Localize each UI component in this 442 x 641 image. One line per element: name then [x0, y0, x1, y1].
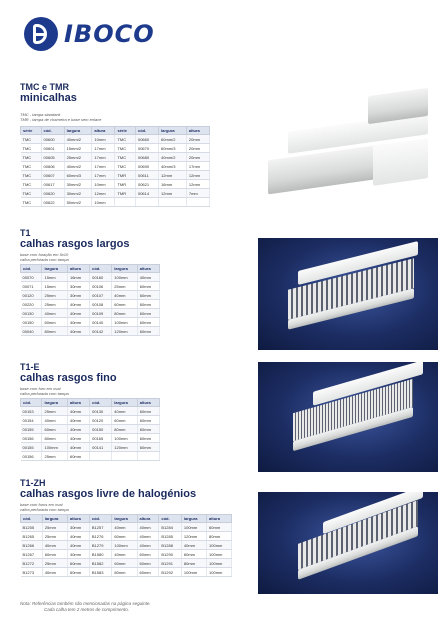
note-line: TMR - tampa de charneira e base sem enlace [20, 117, 102, 122]
table-cell: 25mm [42, 532, 67, 541]
column-header: largura [42, 265, 68, 273]
table-cell: 40mm [137, 273, 159, 282]
table-cell: 00109 [90, 309, 112, 318]
brand-name: IBOCO [64, 20, 155, 48]
table-cell: 00156 [21, 434, 42, 443]
table-cell: B1255 [21, 523, 43, 532]
table-cell: 80mm [207, 532, 232, 541]
table-cell: 40mm [112, 550, 137, 559]
table-header-row [21, 399, 160, 407]
table-cell: B1292 [159, 568, 181, 577]
table-cell: 17mm [92, 162, 115, 171]
table-cell: 00155 [21, 443, 42, 452]
product-photo-t1zh [258, 492, 438, 594]
column-header: cód. [90, 265, 112, 273]
table-cell: 60mm [137, 300, 159, 309]
table-cell: 12mm [159, 171, 187, 180]
product-photo-t1 [258, 238, 438, 350]
column-header: cód. [41, 127, 64, 135]
table-row [21, 550, 232, 559]
table-cell: 40mm [67, 309, 89, 318]
table-cell: TMC [21, 171, 42, 180]
table-cell: 00611 [135, 171, 158, 180]
table-cell: 00150 [21, 318, 42, 327]
iboco-logo-icon [24, 17, 58, 51]
table-cell: 25mm [42, 300, 68, 309]
table-cell: 00601 [41, 144, 64, 153]
table-cell: 00156 [21, 452, 42, 461]
table-cell: 100mm [207, 550, 232, 559]
table-cell [186, 198, 209, 207]
table-cell: 60mm [137, 434, 159, 443]
table-cell: 00108 [90, 300, 112, 309]
table-cell: 40mm [67, 416, 89, 425]
table-cell: 120mm [112, 443, 138, 452]
column-header: largura [42, 515, 67, 523]
table-cell: 00070 [21, 273, 42, 282]
table-cell: B1288 [159, 541, 181, 550]
table-cell: 120mm [181, 532, 206, 541]
table-cell: 40mm [137, 523, 159, 532]
table-cell: 60mm [112, 559, 137, 568]
section-name: calhas rasgos livre de halogénios [20, 488, 197, 500]
table-cell: 15mm [42, 282, 68, 291]
table-cell: 00130 [21, 309, 42, 318]
spec-table-t1e [20, 398, 160, 461]
column-header: largura [42, 399, 68, 407]
table-cell: TMC [21, 198, 42, 207]
table-cell: 60mm/2 [159, 135, 187, 144]
column-header: cód. [89, 515, 111, 523]
table-cell: 30mm [67, 291, 89, 300]
table-cell: B1276 [89, 532, 111, 541]
table-cell: 40mm/2 [64, 135, 92, 144]
column-header: altura [67, 399, 89, 407]
table-cell: TMC [115, 135, 136, 144]
table-cell: 100mm [112, 318, 138, 327]
note-line: TMC - tampa standard [20, 112, 61, 117]
table-header-row [21, 515, 232, 523]
table-cell: 00680 [135, 153, 158, 162]
table-cell: 00621 [135, 180, 158, 189]
table-cell: 60mm/3 [159, 144, 187, 153]
column-header: série [21, 127, 42, 135]
table-cell: 80mm [112, 309, 138, 318]
table-cell [90, 452, 112, 461]
table-cell: 100mm [112, 273, 138, 282]
table-cell: 60mm [137, 327, 159, 336]
column-header: cód. [21, 399, 42, 407]
column-header: altura [137, 399, 159, 407]
column-header: cód. [21, 515, 43, 523]
table-cell: 60mm [137, 425, 159, 434]
table-cell: TMC [21, 189, 42, 198]
table-cell: 40mm [112, 523, 137, 532]
table-cell: 40mm [67, 532, 89, 541]
table-cell: 25mm [42, 523, 67, 532]
table-cell: B1257 [89, 523, 111, 532]
table-cell: 60mm [137, 559, 159, 568]
table-row [21, 144, 210, 153]
table-cell: 40mm [67, 541, 89, 550]
table-cell: TMR [115, 171, 136, 180]
section-code: T1-ZH [20, 478, 46, 488]
table-cell: B1272 [21, 559, 43, 568]
table-row [21, 153, 210, 162]
table-cell: 00607 [41, 171, 64, 180]
section-tmc-notes [20, 112, 101, 122]
table-cell: 20mm [186, 135, 209, 144]
table-cell: 60mm [181, 550, 206, 559]
table-cell: 00155 [21, 425, 42, 434]
table-row [21, 541, 232, 550]
table-cell: 00071 [21, 282, 42, 291]
table-cell: 20mm [186, 153, 209, 162]
table-cell: 40mm [67, 318, 89, 327]
table-row [21, 198, 210, 207]
table-row [21, 416, 160, 425]
column-header: cód. [135, 127, 158, 135]
table-cell: TMC [21, 144, 42, 153]
table-cell: B1266 [21, 541, 43, 550]
table-cell: 00605 [41, 153, 64, 162]
table-cell: TMC [115, 144, 136, 153]
table-cell: TMC [115, 153, 136, 162]
table-cell: 10mm [92, 198, 115, 207]
table-cell: 60mm [112, 416, 138, 425]
table-cell: 100mm [112, 541, 137, 550]
table-cell: TMC [21, 162, 42, 171]
table-cell: 60mm [137, 309, 159, 318]
table-cell: 25mm [42, 291, 68, 300]
table-cell: B1285 [159, 532, 181, 541]
table-cell: 30mm/2 [64, 189, 92, 198]
column-header: largura [181, 515, 206, 523]
table-cell [115, 198, 136, 207]
table-row [21, 189, 210, 198]
table-cell: 16mm [159, 180, 187, 189]
table-cell: B1267 [21, 550, 43, 559]
table-cell: 00140 [90, 318, 112, 327]
table-row [21, 523, 232, 532]
column-header: altura [137, 515, 159, 523]
section-code: T1-E [20, 362, 40, 372]
table-cell: 12mm [186, 180, 209, 189]
table-cell: 40mm [42, 541, 67, 550]
column-header: altura [92, 127, 115, 135]
table-cell: 20mm [186, 144, 209, 153]
table-cell [159, 198, 187, 207]
table-cell: 12mm [92, 189, 115, 198]
table-cell: B1290 [159, 550, 181, 559]
table-cell: TMC [21, 180, 42, 189]
table-row [21, 532, 232, 541]
footer-line-1: Nota: Referências também são mencionadas na página seguinte. [20, 601, 151, 606]
table-cell: 100mm [181, 523, 206, 532]
table-row [21, 171, 210, 180]
table-cell: 60mm [137, 318, 159, 327]
table-row [21, 452, 160, 461]
section-name: calhas rasgos largos [20, 238, 130, 250]
table-cell: 25mm [42, 407, 68, 416]
table-cell: 40mm/3 [159, 162, 187, 171]
table-cell: 16mm [67, 273, 89, 282]
table-header-row [21, 265, 160, 273]
table-cell: B1291 [159, 559, 181, 568]
table-cell: 60mm [137, 416, 159, 425]
note-line: base com furo em oval [20, 386, 61, 391]
table-row [21, 443, 160, 452]
table-cell: 00622 [41, 198, 64, 207]
table-cell: 60mm [42, 318, 68, 327]
column-header: largura [159, 127, 187, 135]
table-cell: 00154 [21, 416, 42, 425]
table-row [21, 318, 160, 327]
table-cell: 25mm [42, 452, 68, 461]
column-header: cód. [21, 265, 42, 273]
table-cell: 40mm [181, 541, 206, 550]
table-cell: 80mm [181, 559, 206, 568]
spec-table-tmc [20, 126, 210, 207]
table-cell: 120mm [112, 327, 138, 336]
table-cell: 00160 [90, 273, 112, 282]
table-cell: 00142 [90, 327, 112, 336]
column-header: altura [67, 265, 89, 273]
table-cell: TMR [115, 189, 136, 198]
column-header: altura [186, 127, 209, 135]
note-line: calha perfurada com tampa [20, 257, 69, 262]
table-cell: 40mm [67, 434, 89, 443]
table-cell: TMC [21, 153, 42, 162]
section-t1e-title [20, 362, 117, 384]
table-cell: TMC [21, 135, 42, 144]
column-header: série [115, 127, 136, 135]
table-header-row [21, 127, 210, 135]
table-cell: 17mm [92, 144, 115, 153]
note-line: calha perfurada com tampa [20, 391, 69, 396]
column-header: altura [207, 515, 232, 523]
table-cell: 17mm [186, 162, 209, 171]
table-cell: 40mm [137, 541, 159, 550]
table-cell: 60mm [137, 407, 159, 416]
table-cell: 60mm [112, 300, 138, 309]
table-cell: 00690 [135, 162, 158, 171]
table-cell: 60mm [137, 291, 159, 300]
note-line: base com furação em 5x10 [20, 252, 69, 257]
table-cell: 00153 [21, 407, 42, 416]
table-row [21, 309, 160, 318]
column-header: altura [137, 265, 159, 273]
table-cell: 40mm [67, 425, 89, 434]
table-cell: 40mm/2 [159, 153, 187, 162]
table-cell: B1583 [89, 568, 111, 577]
table-cell: 40mm [67, 443, 89, 452]
section-code: TMC e TMR [20, 82, 69, 92]
column-header: largura [112, 399, 138, 407]
table-cell: 60mm [112, 532, 137, 541]
table-cell: 60mm [207, 523, 232, 532]
table-cell: 40mm [42, 309, 68, 318]
table-cell: 100mm [181, 568, 206, 577]
table-cell: B1582 [89, 559, 111, 568]
table-cell: 40mm [112, 291, 138, 300]
section-t1-title [20, 228, 129, 250]
table-row [21, 273, 160, 282]
spec-table-t1 [20, 264, 160, 336]
table-cell: 80mm [112, 425, 138, 434]
table-cell: 17mm [92, 153, 115, 162]
section-t1-notes [20, 252, 69, 262]
table-cell: 30mm [67, 523, 89, 532]
table-cell: B1279 [89, 541, 111, 550]
table-cell: 25mm [112, 282, 138, 291]
table-cell: 10mm [92, 135, 115, 144]
section-t1e-notes [20, 386, 69, 396]
column-header: largura [112, 515, 137, 523]
table-cell: 60mm [137, 443, 159, 452]
table-cell: 00220 [21, 300, 42, 309]
table-cell: B1284 [159, 523, 181, 532]
table-cell: 30mm [67, 282, 89, 291]
table-cell: 40mm [67, 407, 89, 416]
table-cell: 50mm/2 [64, 198, 92, 207]
brand-header [24, 14, 155, 54]
table-cell: 00106 [90, 282, 112, 291]
table-row [21, 300, 160, 309]
column-header: largura [64, 127, 92, 135]
table-cell: 00670 [135, 144, 158, 153]
table-cell: 00660 [135, 135, 158, 144]
table-row [21, 434, 160, 443]
table-cell: 80mm [42, 434, 68, 443]
table-row [21, 559, 232, 568]
table-row [21, 162, 210, 171]
table-cell: 40mm [42, 568, 67, 577]
table-cell: 40mm [112, 407, 138, 416]
section-code: T1 [20, 228, 31, 238]
column-header: cód. [159, 515, 181, 523]
table-cell: 100mm [207, 568, 232, 577]
table-cell [135, 198, 158, 207]
table-cell: 12mm [159, 189, 187, 198]
table-cell: 25mm/2 [64, 153, 92, 162]
table-cell: 00617 [41, 180, 64, 189]
table-cell: 40mm [42, 416, 68, 425]
table-cell: 00120 [21, 291, 42, 300]
table-cell: 60mm [42, 425, 68, 434]
table-row [21, 425, 160, 434]
section-t1zh-notes [20, 502, 69, 512]
table-cell: 00141 [90, 443, 112, 452]
footer-note [20, 601, 320, 613]
table-cell: 00165 [90, 434, 112, 443]
section-name: minicalhas [20, 92, 77, 104]
table-row [21, 407, 160, 416]
note-line: calha perfurada com tampa [20, 507, 69, 512]
section-t1zh-title [20, 478, 196, 500]
table-cell: 00614 [135, 189, 158, 198]
table-cell: B1580 [89, 550, 111, 559]
table-cell: B1273 [21, 568, 43, 577]
column-header: largura [112, 265, 138, 273]
table-row [21, 568, 232, 577]
table-cell: 00120 [90, 416, 112, 425]
column-header: altura [67, 515, 89, 523]
table-cell: 60mm [137, 282, 159, 291]
table-cell: 7mm [186, 189, 209, 198]
table-cell: 15mm [42, 273, 68, 282]
table-cell: B1265 [21, 532, 43, 541]
spec-table-t1zh [20, 514, 232, 577]
table-cell: 100mm [42, 443, 68, 452]
table-row [21, 327, 160, 336]
table-cell: 100mm [112, 434, 138, 443]
table-row [21, 291, 160, 300]
table-cell: 60mm [137, 550, 159, 559]
table-cell: 60mm [42, 550, 67, 559]
product-photo-minicalhas [258, 82, 438, 232]
table-row [21, 135, 210, 144]
table-cell: 00620 [41, 189, 64, 198]
table-cell: 60mm [137, 568, 159, 577]
table-cell: 00130 [90, 407, 112, 416]
table-cell: 60mm/3 [64, 171, 92, 180]
table-cell: 40mm [137, 532, 159, 541]
table-cell: 60mm [67, 452, 89, 461]
note-line: base com furos em oval [20, 502, 63, 507]
table-cell: 00606 [41, 162, 64, 171]
table-cell: 100mm [207, 541, 232, 550]
product-photo-t1e [258, 362, 438, 472]
table-cell: 60mm [67, 559, 89, 568]
table-cell: 12mm [186, 171, 209, 180]
table-cell [137, 452, 159, 461]
table-cell: 40mm/2 [64, 162, 92, 171]
table-cell: 40mm [67, 300, 89, 309]
footer-line-2: Cada calha tem 2 metros de comprimento. [44, 607, 130, 612]
table-cell: 15mm/2 [64, 144, 92, 153]
section-tmc-title [20, 82, 77, 104]
column-header: cód. [90, 399, 112, 407]
section-name: calhas rasgos fino [20, 372, 117, 384]
table-cell: 60mm [67, 568, 89, 577]
table-cell: 00107 [90, 291, 112, 300]
table-cell [112, 452, 138, 461]
table-cell: 00600 [41, 135, 64, 144]
table-cell: 30mm/2 [64, 180, 92, 189]
table-cell: 100mm [207, 559, 232, 568]
table-cell: 40mm [67, 327, 89, 336]
table-row [21, 282, 160, 291]
table-cell: TMC [115, 162, 136, 171]
table-cell: 10mm [92, 180, 115, 189]
table-cell: 00150 [90, 425, 112, 434]
table-cell: 40mm [67, 550, 89, 559]
table-row [21, 180, 210, 189]
table-cell: TMR [115, 180, 136, 189]
table-cell: 80mm [112, 568, 137, 577]
table-cell: 80mm [42, 327, 68, 336]
table-cell: 17mm [92, 171, 115, 180]
table-cell: 00040 [21, 327, 42, 336]
table-cell: 25mm [42, 559, 67, 568]
